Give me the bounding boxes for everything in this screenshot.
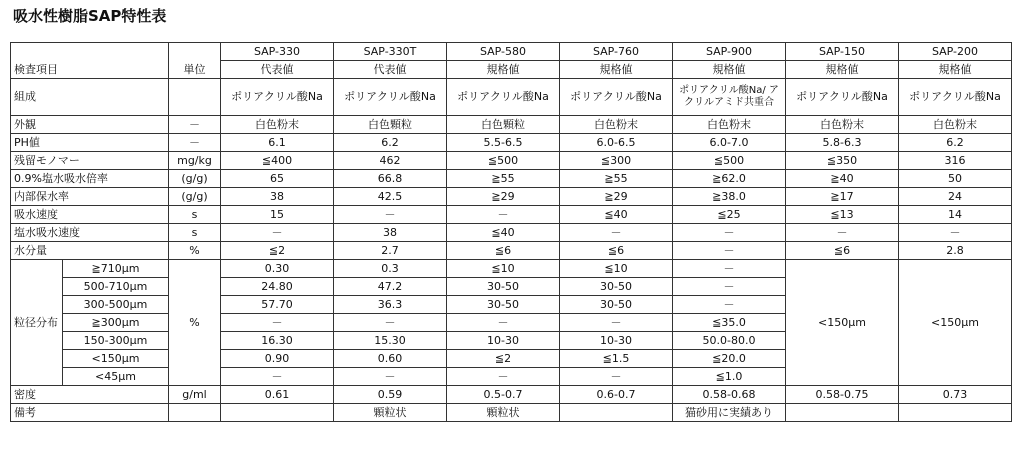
row-value: ≦2: [221, 242, 334, 260]
row-unit: s: [169, 206, 221, 224]
row-value: －: [560, 224, 673, 242]
row-value: ≦6: [786, 242, 899, 260]
row-value: 0.61: [221, 386, 334, 404]
row-value: －: [899, 224, 1012, 242]
particle-row: [11, 260, 1012, 278]
row-value: 50: [899, 170, 1012, 188]
product-name: SAP-900: [673, 43, 786, 61]
row-value: ≧29: [560, 188, 673, 206]
product-name: SAP-330T: [334, 43, 447, 61]
row-label: 0.9%塩水吸水倍率: [11, 170, 169, 188]
particle-value: －: [560, 314, 673, 332]
row-value: 0.5-0.7: [447, 386, 560, 404]
particle-value: ≦10: [447, 260, 560, 278]
product-name: SAP-150: [786, 43, 899, 61]
table-body: [11, 43, 1012, 422]
particle-value: ≦1.5: [560, 350, 673, 368]
row-value: ≦400: [221, 152, 334, 170]
remark-value: 顆粒状: [334, 404, 447, 422]
row-value: 白色粉末: [899, 116, 1012, 134]
row-value: －: [673, 242, 786, 260]
row-value: 5.5-6.5: [447, 134, 560, 152]
row-value: ≧38.0: [673, 188, 786, 206]
particle-label: 粒径分布: [11, 260, 63, 386]
particle-value: 36.3: [334, 296, 447, 314]
row-value: 6.2: [899, 134, 1012, 152]
particle-value: 30-50: [447, 296, 560, 314]
row-value: 白色粉末: [786, 116, 899, 134]
particle-value: 30-50: [560, 278, 673, 296]
row-unit: [169, 79, 221, 116]
row-unit: mg/kg: [169, 152, 221, 170]
particle-value: 57.70: [221, 296, 334, 314]
product-value-kind: 代表値: [221, 61, 334, 79]
particle-value: ≦10: [560, 260, 673, 278]
particle-value: 0.60: [334, 350, 447, 368]
row-value: ≦40: [560, 206, 673, 224]
product-value-kind: 規格値: [899, 61, 1012, 79]
particle-value: 16.30: [221, 332, 334, 350]
table-row: [11, 170, 1012, 188]
particle-value: 10-30: [560, 332, 673, 350]
row-value: 白色顆粒: [447, 116, 560, 134]
row-value: 0.58-0.75: [786, 386, 899, 404]
table-row: [11, 116, 1012, 134]
row-value: 6.1: [221, 134, 334, 152]
row-value: 38: [221, 188, 334, 206]
particle-value: 30-50: [447, 278, 560, 296]
remark-value: [221, 404, 334, 422]
row-value: 2.8: [899, 242, 1012, 260]
table-row: [11, 79, 1012, 116]
row-value: ≧17: [786, 188, 899, 206]
particle-value: 0.90: [221, 350, 334, 368]
table-row: [11, 224, 1012, 242]
remark-value: [899, 404, 1012, 422]
particle-value: ≦35.0: [673, 314, 786, 332]
row-unit: g/ml: [169, 386, 221, 404]
row-label: 組成: [11, 79, 169, 116]
row-label: 内部保水率: [11, 188, 169, 206]
row-label: 水分量: [11, 242, 169, 260]
particle-value: －: [560, 368, 673, 386]
row-value: －: [786, 224, 899, 242]
product-name: SAP-760: [560, 43, 673, 61]
particle-value: －: [673, 296, 786, 314]
row-label: 塩水吸水速度: [11, 224, 169, 242]
header-unit-label: 単位: [169, 43, 221, 79]
row-value: ≦300: [560, 152, 673, 170]
row-unit: [169, 404, 221, 422]
particle-value: 0.30: [221, 260, 334, 278]
particle-merged-value-sap200: <150μm: [899, 260, 1012, 386]
particle-range: <150μm: [63, 350, 169, 368]
product-value-kind: 規格値: [447, 61, 560, 79]
product-value-kind: 代表値: [334, 61, 447, 79]
product-name: SAP-330: [221, 43, 334, 61]
remark-value: 猫砂用に実績あり: [673, 404, 786, 422]
row-value: 14: [899, 206, 1012, 224]
particle-value: 30-50: [560, 296, 673, 314]
particle-unit: %: [169, 260, 221, 386]
particle-value: ≦20.0: [673, 350, 786, 368]
row-value: 白色顆粒: [334, 116, 447, 134]
particle-range: <45μm: [63, 368, 169, 386]
row-value: 42.5: [334, 188, 447, 206]
row-label: 密度: [11, 386, 169, 404]
row-value: 0.58-0.68: [673, 386, 786, 404]
particle-range: 500-710μm: [63, 278, 169, 296]
row-unit: －: [169, 134, 221, 152]
table-row: [11, 242, 1012, 260]
row-value: ポリアクリル酸Na: [447, 79, 560, 116]
product-name: SAP-580: [447, 43, 560, 61]
row-value: ≦350: [786, 152, 899, 170]
particle-value: ≦1.0: [673, 368, 786, 386]
row-value: 38: [334, 224, 447, 242]
product-value-kind: 規格値: [560, 61, 673, 79]
row-value: －: [673, 224, 786, 242]
row-value: 24: [899, 188, 1012, 206]
row-value: 66.8: [334, 170, 447, 188]
row-value: ≧40: [786, 170, 899, 188]
table-row: [11, 152, 1012, 170]
sap-properties-table: [10, 42, 1012, 422]
row-value: 462: [334, 152, 447, 170]
remarks-row: [11, 404, 1012, 422]
particle-value: 50.0-80.0: [673, 332, 786, 350]
remark-value: [560, 404, 673, 422]
particle-value: －: [447, 368, 560, 386]
particle-value: －: [673, 278, 786, 296]
row-value: ≧55: [447, 170, 560, 188]
row-value: 0.6-0.7: [560, 386, 673, 404]
row-value: ≦13: [786, 206, 899, 224]
density-row: [11, 386, 1012, 404]
particle-value: 47.2: [334, 278, 447, 296]
row-value: 6.0-7.0: [673, 134, 786, 152]
row-value: 白色粉末: [673, 116, 786, 134]
particle-value: 10-30: [447, 332, 560, 350]
row-value: 白色粉末: [221, 116, 334, 134]
product-name: SAP-200: [899, 43, 1012, 61]
particle-value: 24.80: [221, 278, 334, 296]
row-value: ≦500: [673, 152, 786, 170]
particle-merged-value-sap150: <150μm: [786, 260, 899, 386]
particle-value: －: [447, 314, 560, 332]
row-value: ≦6: [560, 242, 673, 260]
particle-value: －: [334, 368, 447, 386]
row-value: 6.2: [334, 134, 447, 152]
row-value: 15: [221, 206, 334, 224]
row-value: －: [221, 224, 334, 242]
particle-value: －: [673, 260, 786, 278]
row-label: 吸水速度: [11, 206, 169, 224]
particle-value: 15.30: [334, 332, 447, 350]
table-row: [11, 206, 1012, 224]
row-value: ポリアクリル酸Na: [334, 79, 447, 116]
row-value: ≦6: [447, 242, 560, 260]
particle-range: 300-500μm: [63, 296, 169, 314]
row-value: －: [447, 206, 560, 224]
product-value-kind: 規格値: [786, 61, 899, 79]
remark-value: 顆粒状: [447, 404, 560, 422]
page-title: 吸水性樹脂SAP特性表: [13, 7, 167, 25]
table-row: [11, 134, 1012, 152]
particle-value: 0.3: [334, 260, 447, 278]
particle-value: ≦2: [447, 350, 560, 368]
row-value: 316: [899, 152, 1012, 170]
row-label: PH値: [11, 134, 169, 152]
row-value: ポリアクリル酸Na: [560, 79, 673, 116]
particle-range: ≧300μm: [63, 314, 169, 332]
row-value: 0.73: [899, 386, 1012, 404]
row-unit: s: [169, 224, 221, 242]
row-unit: －: [169, 116, 221, 134]
row-value: ポリアクリル酸Na: [899, 79, 1012, 116]
row-value: 65: [221, 170, 334, 188]
row-value: ≦25: [673, 206, 786, 224]
particle-value: －: [221, 368, 334, 386]
header-item-label: 検査項目: [11, 43, 169, 79]
row-value: ≧29: [447, 188, 560, 206]
particle-value: －: [221, 314, 334, 332]
row-unit: (g/g): [169, 188, 221, 206]
row-label: 備考: [11, 404, 169, 422]
row-label: 残留モノマー: [11, 152, 169, 170]
row-value: 0.59: [334, 386, 447, 404]
particle-value: －: [334, 314, 447, 332]
row-value: ポリアクリル酸Na/ アクリルアミド共重合: [673, 79, 786, 116]
particle-range: 150-300μm: [63, 332, 169, 350]
product-value-kind: 規格値: [673, 61, 786, 79]
row-label: 外観: [11, 116, 169, 134]
row-value: 2.7: [334, 242, 447, 260]
row-value: ポリアクリル酸Na: [221, 79, 334, 116]
header-row-products: [11, 43, 1012, 61]
table-row: [11, 188, 1012, 206]
row-value: ≧62.0: [673, 170, 786, 188]
row-value: ≧55: [560, 170, 673, 188]
row-value: 6.0-6.5: [560, 134, 673, 152]
row-value: ≦40: [447, 224, 560, 242]
row-value: ポリアクリル酸Na: [786, 79, 899, 116]
row-value: －: [334, 206, 447, 224]
row-value: 5.8-6.3: [786, 134, 899, 152]
remark-value: [786, 404, 899, 422]
row-value: 白色粉末: [560, 116, 673, 134]
row-value: ≦500: [447, 152, 560, 170]
row-unit: %: [169, 242, 221, 260]
particle-range: ≧710μm: [63, 260, 169, 278]
row-unit: (g/g): [169, 170, 221, 188]
